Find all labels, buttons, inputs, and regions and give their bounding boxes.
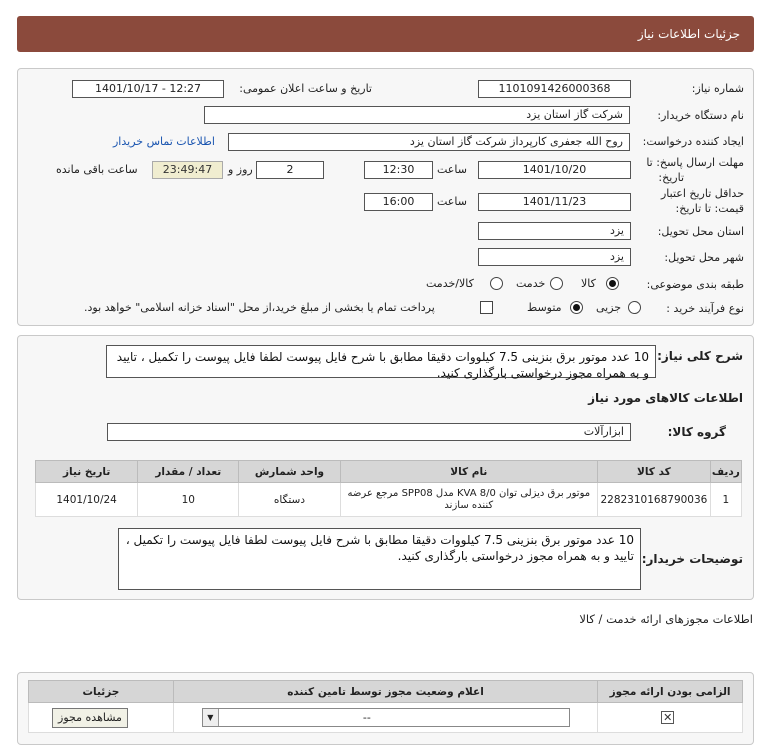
deadline-date-field: 1401/10/20: [478, 161, 631, 179]
col-unit: واحد شمارش: [239, 461, 340, 483]
goods-info-title: اطلاعات کالاهای مورد نیاز: [588, 391, 743, 405]
permit-details-cell: [29, 703, 174, 733]
table-row: [36, 483, 742, 517]
announce-field: 1401/10/17 - 12:27: [72, 80, 224, 98]
deadline-label-line2: تاریخ:: [658, 171, 684, 184]
cell-unit: دستگاه: [239, 483, 340, 517]
requester-label: ایجاد کننده درخواست:: [642, 135, 744, 148]
process-label: نوع فرآیند خرید :: [666, 302, 744, 315]
process-option-minor: جزیی: [596, 301, 622, 314]
col-date: تاریخ نیاز: [36, 461, 138, 483]
permits-title: اطلاعات مجوزهای ارائه خدمت / کالا: [579, 612, 753, 626]
page-header: [17, 16, 754, 52]
permit-status-cell: [173, 703, 597, 733]
permit-status-value: --: [362, 711, 371, 724]
category-radio-goods-service[interactable]: [490, 277, 503, 290]
process-option-medium: متوسط: [527, 301, 562, 314]
buyer-notes-label: توضیحات خریدار:: [641, 552, 743, 566]
cell-qty: 10: [138, 483, 239, 517]
category-option-goods: کالا: [581, 277, 596, 290]
category-option-service: خدمت: [516, 277, 546, 290]
goods-group-label: گروه کالا:: [667, 425, 726, 439]
col-permit-details: جزئیات: [29, 681, 174, 703]
items-table: [35, 460, 742, 517]
city-label: شهر محل تحویل:: [664, 251, 744, 264]
deadline-time-field: 12:30: [364, 161, 433, 179]
col-permit-status: اعلام وضعیت مجوز توسط تامین کننده: [173, 681, 597, 703]
permit-required-checkbox-icon: ✕: [663, 711, 673, 724]
permit-status-select[interactable]: [202, 708, 570, 727]
province-field: یزد: [478, 222, 631, 240]
permit-row: [29, 703, 743, 733]
permit-required-cell: [598, 703, 743, 733]
remaining-label: ساعت باقی مانده: [56, 163, 138, 176]
chevron-down-icon: ▼: [203, 709, 219, 726]
validity-label-line1: حداقل تاریخ اعتبار: [660, 187, 744, 200]
general-desc-label: شرح کلی نیاز:: [657, 349, 743, 363]
need-number-field: 1101091426000368: [478, 80, 631, 98]
days-field: 2: [256, 161, 324, 179]
cell-date: 1401/10/24: [36, 483, 138, 517]
col-code: کد کالا: [598, 461, 711, 483]
deadline-time-label: ساعت: [437, 163, 467, 176]
process-radio-medium[interactable]: [570, 301, 583, 314]
province-label: استان محل تحویل:: [657, 225, 744, 238]
category-radio-goods[interactable]: [606, 277, 619, 290]
cell-row: 1: [710, 483, 741, 517]
col-name: نام کالا: [340, 461, 598, 483]
buyer-notes-box: 10 عدد موتور برق بنزینی 7.5 کیلووات دقیقا مطابق با شرح فایل پیوست لطفا فایل پیوست را تکمیل ، تایید و به همراه مجوز درخواستی بارگذاری کنید.: [118, 528, 641, 590]
buyer-field: شرکت گاز استان یزد: [204, 106, 630, 124]
category-option-goods-service: کالا/خدمت: [426, 277, 474, 290]
validity-time-field: 16:00: [364, 193, 433, 211]
need-number-label: شماره نیاز:: [691, 82, 744, 95]
announce-label: تاریخ و ساعت اعلان عمومی:: [239, 82, 372, 95]
validity-label-line2: قیمت: تا تاریخ:: [675, 202, 744, 215]
permits-table-header: [29, 681, 743, 703]
items-table-header: [36, 461, 742, 483]
days-label: روز و: [228, 163, 253, 176]
buyer-label: نام دستگاه خریدار:: [657, 109, 744, 122]
general-desc-box: 10 عدد موتور برق بنزینی 7.5 کیلووات دقیقا مطابق با شرح فایل پیوست لطفا فایل پیوست را تکمیل ، تایید و به همراه مجوز درخواستی بارگذاری کنید.: [106, 345, 656, 378]
remaining-timer: 23:49:47: [152, 161, 223, 179]
permits-table: [28, 680, 743, 733]
process-radio-minor[interactable]: [628, 301, 641, 314]
treasury-payment-checkbox[interactable]: [480, 301, 493, 314]
view-permit-button[interactable]: مشاهده مجوز: [52, 708, 128, 728]
city-field: یزد: [478, 248, 631, 266]
cell-name: موتور برق دیزلی توان KVA 8/0 مدل SPP08 مرجع عرضه کننده سازند: [340, 483, 598, 517]
category-label: طبقه بندی موضوعی:: [646, 278, 744, 291]
col-qty: تعداد / مقدار: [138, 461, 239, 483]
treasury-payment-note: پرداخت تمام یا بخشی از مبلغ خرید،از محل "اسناد خزانه اسلامی" خواهد بود.: [84, 301, 435, 314]
cell-code: 2282310168790036: [598, 483, 711, 517]
buyer-contact-link[interactable]: اطلاعات تماس خریدار: [113, 135, 215, 148]
validity-time-label: ساعت: [437, 195, 467, 208]
requester-field: روح الله جعفری کارپرداز شرکت گاز استان یزد: [228, 133, 630, 151]
goods-group-field: ابزارآلات: [107, 423, 631, 441]
validity-date-field: 1401/11/23: [478, 193, 631, 211]
col-permit-required: الزامی بودن ارائه مجوز: [598, 681, 743, 703]
col-row: ردیف: [710, 461, 741, 483]
page-title: جزئیات اطلاعات نیاز: [637, 27, 740, 41]
deadline-label-line1: مهلت ارسال پاسخ: تا: [646, 156, 744, 169]
category-radio-service[interactable]: [550, 277, 563, 290]
